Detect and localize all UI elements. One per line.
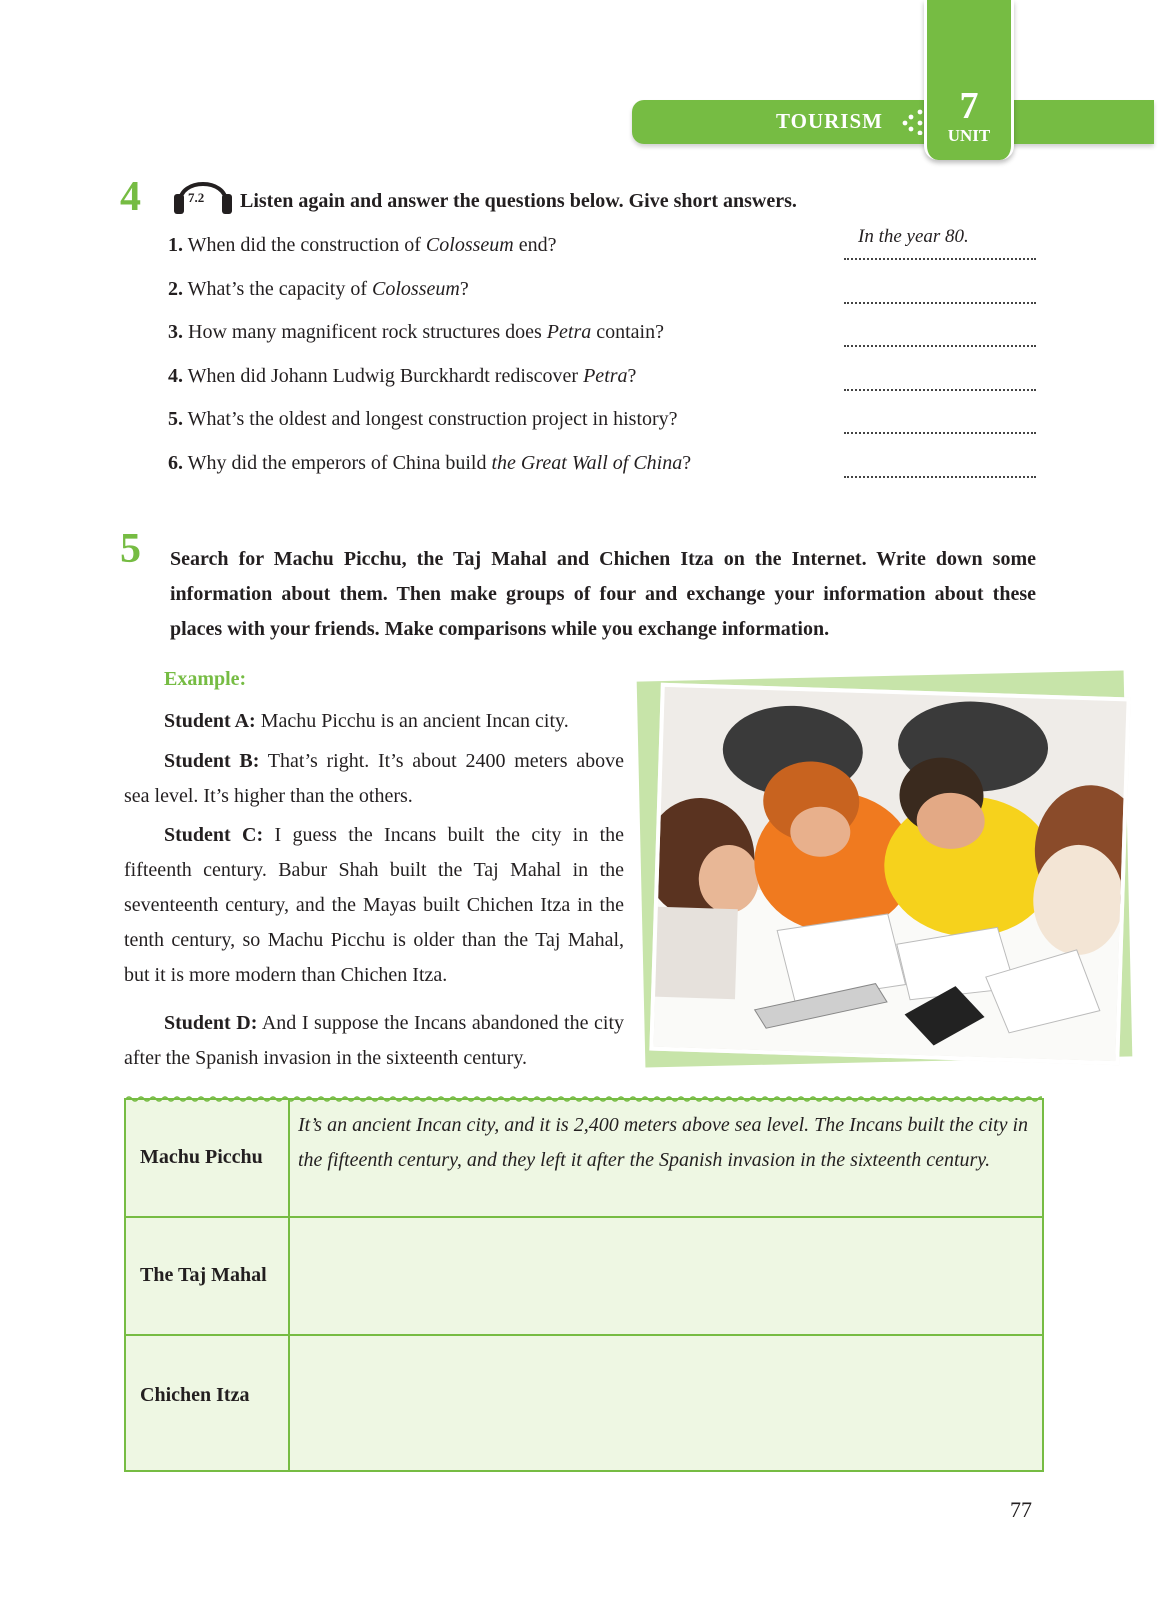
unit-number: 7 <box>959 85 979 127</box>
speaker-label: Student B: <box>164 750 260 772</box>
question-emphasis: Petra <box>583 365 628 387</box>
question-text: When did the construction of <box>187 234 426 256</box>
answer-blank[interactable] <box>844 365 1036 391</box>
exercise-4-number: 4 <box>120 174 141 220</box>
speaker-label: Student A: <box>164 710 256 732</box>
table-row <box>126 1218 1042 1334</box>
question-emphasis: the Great Wall of China <box>491 452 683 474</box>
table-row-header: Machu Picchu <box>140 1146 263 1168</box>
unit-topic: TOURISM <box>776 109 883 133</box>
speaker-label: Student C: <box>164 824 264 846</box>
dialogue-text: I guess the Incans built the city in the fifteenth century. Babur Shah built the Taj Mahal in the seventeenth century, and the Mayas built Chichen Itza in the tenth century, so Machu Picchu is older than the Taj Mahal, but it is more modern than Chichen Itza. <box>124 824 625 986</box>
speaker-label: Student D: <box>164 1012 258 1034</box>
page-number: 77 <box>1010 1497 1032 1522</box>
question-emphasis: Petra <box>546 321 592 343</box>
table-row-header: The Taj Mahal <box>140 1264 267 1286</box>
question-row <box>168 321 1038 351</box>
exercise-4-instruction: Listen again and answer the questions below. Give short answers. <box>240 190 797 212</box>
question-emphasis: Colosseum <box>372 278 460 300</box>
question-text: When did Johann Ludwig Burckhardt rediscover <box>187 365 584 387</box>
question-text-end: end? <box>513 234 557 256</box>
question-number: 6. <box>168 452 183 474</box>
question-text-end: ? <box>459 278 469 300</box>
dialogue-text: And I suppose the Incans abandoned the city after the Spanish invasion in the sixteenth century. <box>124 1012 624 1069</box>
question-row <box>168 408 1038 438</box>
dialogue-line <box>164 704 624 739</box>
question-emphasis: Colosseum <box>425 234 514 256</box>
question-number: 2. <box>168 278 183 300</box>
table-cell-info[interactable]: It’s an ancient Incan city, and it is 2,400 meters above sea level. The Incans built the city in the fifteenth century, and they left it after the Spanish invasion in the sixteenth century. <box>298 1114 1029 1171</box>
unit-label: UNIT <box>947 126 991 145</box>
audio-track-number: 7.2 <box>188 190 205 205</box>
unit-header-band <box>632 100 1154 144</box>
question-number: 1. <box>168 234 183 256</box>
answer-blank[interactable] <box>844 452 1036 478</box>
question-number: 5. <box>168 408 183 430</box>
question-text-end: ? <box>682 452 692 474</box>
question-text: What’s the capacity of <box>187 278 373 300</box>
dialogue-line <box>124 818 624 993</box>
example-label: Example: <box>164 668 247 690</box>
table-row-header: Chichen Itza <box>140 1384 250 1406</box>
question-text: What’s the oldest and longest construction project in history? <box>187 408 678 430</box>
question-row <box>168 365 1038 395</box>
question-row <box>168 278 1038 308</box>
dialogue-text: Machu Picchu is an ancient Incan city. <box>260 710 569 732</box>
answer-text: In the year 80. <box>858 226 969 247</box>
question-text-end: ? <box>627 365 637 387</box>
question-text: How many magnificent rock structures does <box>188 321 547 343</box>
dialogue-text: That’s right. It’s about 2400 meters above sea level. It’s higher than the others. <box>124 750 624 807</box>
question-text-end: contain? <box>591 321 664 343</box>
answer-blank[interactable] <box>844 278 1036 304</box>
question-row <box>168 452 1038 482</box>
exercise-5-instruction: Search for Machu Picchu, the Taj Mahal and Chichen Itza on the Internet. Write down some information about them. Then make groups of four and exchange your information about these places with your friends. Make comparisons while you exchange information. <box>170 548 1036 640</box>
exercise-5-number: 5 <box>120 526 141 572</box>
students-photo <box>649 683 1130 1066</box>
dialogue-line <box>124 1006 624 1076</box>
answer-blank[interactable] <box>844 408 1036 434</box>
table-row <box>126 1100 1042 1216</box>
question-row <box>168 226 1038 264</box>
question-number: 4. <box>168 365 183 387</box>
table-row <box>126 1336 1042 1468</box>
unit-tab <box>924 0 1014 160</box>
answer-blank[interactable] <box>844 321 1036 347</box>
places-table <box>124 1098 1044 1472</box>
headphone-icon[interactable] <box>172 168 234 216</box>
dots-decoration-icon <box>902 109 924 135</box>
question-number: 3. <box>168 321 183 343</box>
question-text: Why did the emperors of China build <box>187 452 492 474</box>
dialogue-line <box>124 744 624 814</box>
